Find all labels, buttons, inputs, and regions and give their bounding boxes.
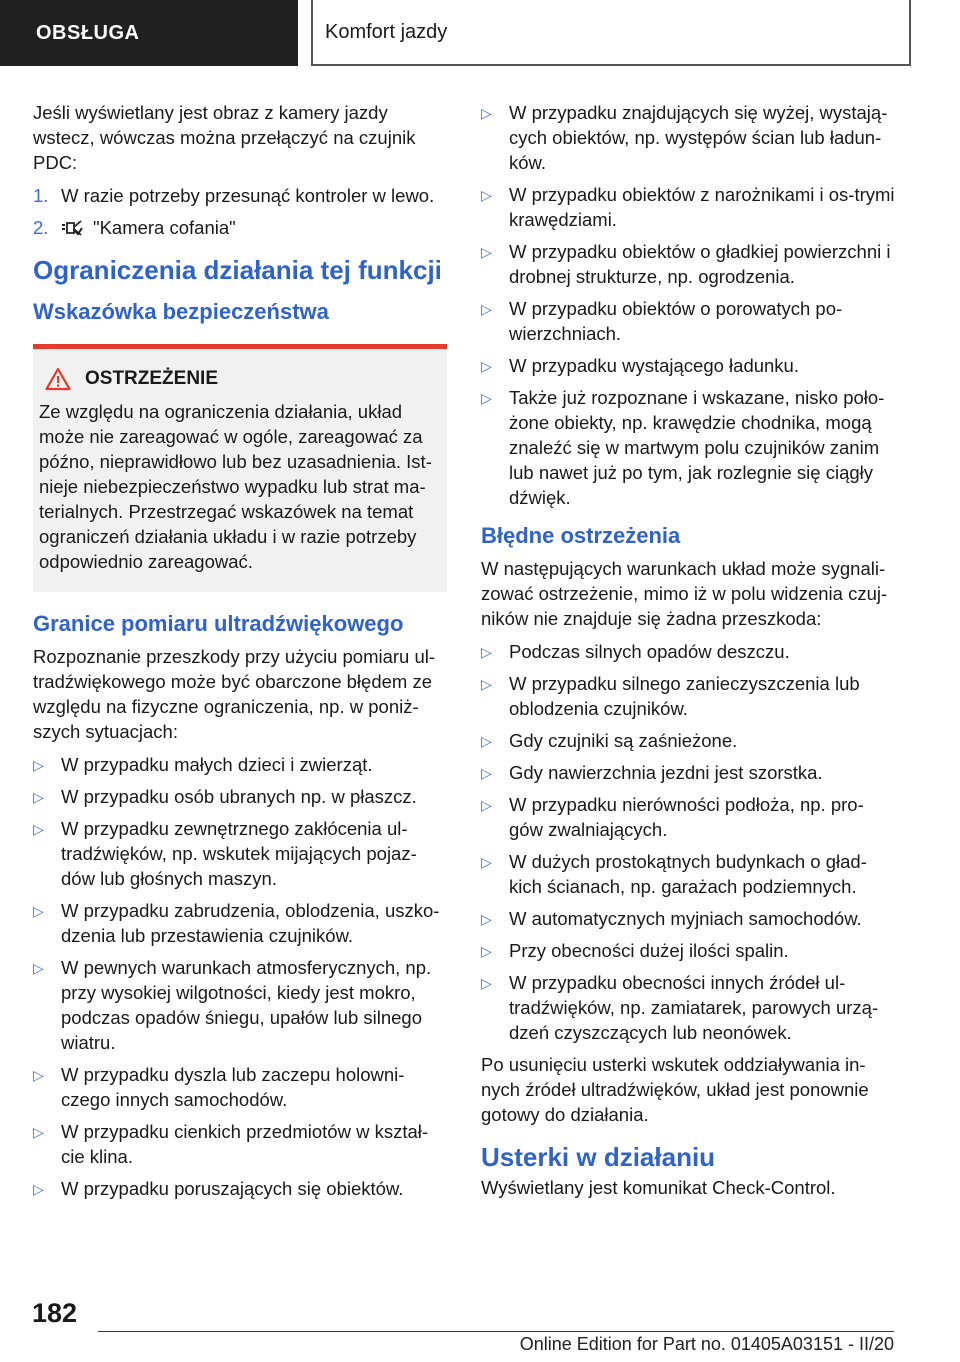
triangle-bullet-icon: ▷	[481, 644, 492, 660]
list-item	[481, 728, 896, 753]
list-item	[481, 239, 896, 289]
warning-triangle-icon	[45, 367, 71, 391]
list-item-text: W przypadku zewnętrznego zakłócenia ul-tradźwięków, np. wskutek mijających pojaz-dów lub głośnych maszyn.	[61, 818, 417, 889]
right-column	[481, 100, 896, 1200]
bullet-list	[481, 639, 896, 1045]
step-item	[33, 215, 447, 240]
bullet-list	[33, 752, 447, 1201]
list-item	[481, 671, 896, 721]
list-item-text: W przypadku dyszla lub zaczepu holowni-czego innych samochodów.	[61, 1064, 405, 1110]
list-item-text: W przypadku nierówności podłoża, np. pro-gów zwalniających.	[509, 794, 864, 840]
triangle-bullet-icon: ▷	[33, 789, 44, 805]
list-item-text: W automatycznych myjniach samochodów.	[509, 908, 862, 929]
list-item	[481, 296, 896, 346]
list-item-text: W przypadku osób ubranych np. w płaszcz.	[61, 786, 417, 807]
list-item	[33, 1062, 447, 1112]
list-item-text: Podczas silnych opadów deszczu.	[509, 641, 790, 662]
list-item-text: W dużych prostokątnych budynkach o gład-kich ścianach, np. garażach podziemnych.	[509, 851, 867, 897]
triangle-bullet-icon: ▷	[33, 821, 44, 837]
list-item	[481, 906, 896, 931]
intro-paragraph: Jeśli wyświetlany jest obraz z kamery jazdy wstecz, wówczas można przełączyć na czujnik PDC:	[33, 102, 416, 173]
triangle-bullet-icon: ▷	[481, 358, 492, 374]
warning-title: OSTRZEŻENIE	[85, 368, 219, 389]
triangle-bullet-icon: ▷	[33, 1067, 44, 1083]
triangle-bullet-icon: ▷	[33, 903, 44, 919]
list-item	[481, 100, 896, 175]
list-item	[33, 1119, 447, 1169]
list-item-text: W przypadku poruszających się obiektów.	[61, 1178, 404, 1199]
triangle-bullet-icon: ▷	[33, 1181, 44, 1197]
triangle-bullet-icon: ▷	[481, 854, 492, 870]
paragraph: Wyświetlany jest komunikat Check-Control.	[481, 1177, 836, 1198]
footer-divider	[98, 1331, 894, 1332]
subsection-heading: Błędne ostrzeżenia	[481, 523, 681, 548]
step-number: 1.	[33, 185, 49, 206]
list-item-text: Gdy nawierzchnia jezdni jest szorstka.	[509, 762, 823, 783]
triangle-bullet-icon: ▷	[33, 1124, 44, 1140]
triangle-bullet-icon: ▷	[481, 943, 492, 959]
left-column	[33, 100, 447, 1208]
triangle-bullet-icon: ▷	[481, 765, 492, 781]
triangle-bullet-icon: ▷	[481, 676, 492, 692]
list-item	[481, 849, 896, 899]
list-item-text: Także już rozpoznane i wskazane, nisko poło-żone obiekty, np. krawędzie chodnika, mogą znaleźć się w martwym polu czujników zanim lub nawet już po tym, jak rozlegnie się ciągły dźwięk.	[509, 387, 885, 508]
triangle-bullet-icon: ▷	[33, 960, 44, 976]
list-item	[481, 792, 896, 842]
edition-note: Online Edition for Part no. 01405A03151 - II/20	[519, 1334, 894, 1354]
warning-text: Ze względu na ograniczenia działania, układ może nie zareagować w ogóle, zareagować za późno, nieprawidłowo lub bez uzasadnienia. Ist-nieje niebezpieczeństwo wypadku lub strat ma-terialnych. Przestrzegać wskazówek na temat ograniczeń działania układu i w razie potrzeby odpowiednio zareagować.	[39, 401, 432, 572]
step-text: W razie potrzeby przesunąć kontroler w lewo.	[61, 185, 435, 206]
list-item-text: W przypadku obiektów o gładkiej powierzchni i drobnej strukturze, np. ogrodzenia.	[509, 241, 891, 287]
list-item-text: W przypadku silnego zanieczyszczenia lub oblodzenia czujników.	[509, 673, 860, 719]
rear-camera-icon	[61, 219, 83, 237]
step-text: "Kamera cofania"	[93, 217, 236, 238]
chapter-title: Komfort jazdy	[325, 20, 448, 43]
triangle-bullet-icon: ▷	[481, 733, 492, 749]
list-item-text: W pewnych warunkach atmosferycznych, np. przy wysokiej wilgotności, kiedy jest mokro, podczas opadów śniegu, upałów lub silnego wiatru.	[61, 957, 432, 1053]
list-item-text: W przypadku małych dzieci i zwierząt.	[61, 754, 373, 775]
step-list	[33, 183, 447, 240]
list-item	[33, 1176, 447, 1201]
list-item	[481, 353, 896, 378]
triangle-bullet-icon: ▷	[481, 911, 492, 927]
triangle-bullet-icon: ▷	[481, 105, 492, 121]
section-heading: Ograniczenia działania tej funkcji	[33, 255, 442, 285]
list-item	[481, 385, 896, 510]
list-item	[33, 898, 447, 948]
subsection-heading: Granice pomiaru ultradźwiękowego	[33, 611, 404, 636]
triangle-bullet-icon: ▷	[481, 244, 492, 260]
list-item-text: Gdy czujniki są zaśnieżone.	[509, 730, 738, 751]
list-item-text: W przypadku obecności innych źródeł ul-tradźwięków, np. zamiatarek, parowych urzą-dzeń czyszczących lub neonówek.	[509, 972, 879, 1043]
triangle-bullet-icon: ▷	[481, 301, 492, 317]
triangle-bullet-icon: ▷	[481, 390, 492, 406]
subsection-heading: Wskazówka bezpieczeństwa	[33, 299, 329, 324]
paragraph: Po usunięciu usterki wskutek oddziaływania in-nych źródeł ultradźwięków, układ jest ponownie gotowy do działania.	[481, 1054, 869, 1125]
triangle-bullet-icon: ▷	[481, 975, 492, 991]
chapter-tab	[311, 0, 911, 66]
paragraph: W następujących warunkach układ może sygnali-zować ostrzeżenie, mimo iż w polu widzenia czuj-ników nie znajduje się żadna przeszkoda:	[481, 558, 888, 629]
list-item-text: W przypadku znajdujących się wyżej, wystają-cych obiektów, np. występów ścian lub ładun-ków.	[509, 102, 888, 173]
step-number: 2.	[33, 217, 49, 238]
list-item	[33, 752, 447, 777]
list-item	[481, 639, 896, 664]
section-title: OBSŁUGA	[36, 21, 140, 44]
list-item	[481, 938, 896, 963]
list-item-text: W przypadku wystającego ładunku.	[509, 355, 799, 376]
section-heading: Usterki w działaniu	[481, 1142, 716, 1172]
step-item	[33, 183, 447, 208]
list-item	[33, 816, 447, 891]
list-item	[481, 970, 896, 1045]
triangle-bullet-icon: ▷	[481, 797, 492, 813]
page-number: 182	[32, 1298, 78, 1328]
list-item-text: Przy obecności dużej ilości spalin.	[509, 940, 789, 961]
list-item-text: W przypadku obiektów o porowatych po-wierzchniach.	[509, 298, 843, 344]
triangle-bullet-icon: ▷	[481, 187, 492, 203]
warning-box	[33, 344, 447, 592]
bullet-list	[481, 100, 896, 510]
list-item	[481, 760, 896, 785]
list-item	[33, 784, 447, 809]
list-item-text: W przypadku cienkich przedmiotów w kształ-cie klina.	[61, 1121, 429, 1167]
list-item	[481, 182, 896, 232]
paragraph: Rozpoznanie przeszkody przy użyciu pomiaru ul-tradźwiękowego może być obarczone błędem ze względu na fizyczne ograniczenia, np. w poniż-szych sytuacjach:	[33, 646, 436, 742]
list-item-text: W przypadku obiektów z narożnikami i os-trymi krawędziami.	[509, 184, 895, 230]
list-item-text: W przypadku zabrudzenia, oblodzenia, uszko-dzenia lub przestawienia czujników.	[61, 900, 440, 946]
warning-title-row	[39, 367, 441, 391]
triangle-bullet-icon: ▷	[33, 757, 44, 773]
list-item	[33, 955, 447, 1055]
section-tab	[0, 0, 298, 66]
